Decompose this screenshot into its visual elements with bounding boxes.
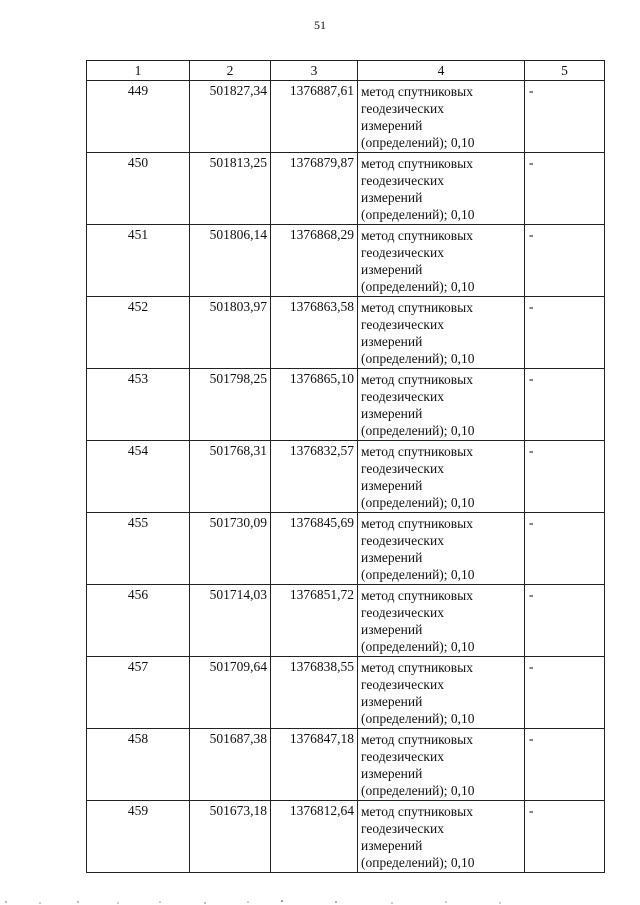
method-cell [358, 225, 525, 297]
point-number-cell: 458 [87, 729, 190, 801]
point-number-cell: 451 [87, 225, 190, 297]
y-coordinate-cell: 1376812,64 [271, 801, 358, 873]
method-line: (определений); 0,10 [361, 495, 475, 510]
method-line: метод спутниковых [361, 804, 473, 819]
page-number: 51 [314, 18, 326, 32]
method-cell [358, 801, 525, 873]
point-number-cell: 449 [87, 81, 190, 153]
method-cell [358, 729, 525, 801]
note-cell: - [525, 81, 605, 153]
note-cell: - [525, 585, 605, 657]
method-line: метод спутниковых [361, 156, 473, 171]
method-line: метод спутниковых [361, 732, 473, 747]
method-cell [358, 81, 525, 153]
method-line: (определений); 0,10 [361, 639, 475, 654]
method-line: геодезических [361, 317, 444, 332]
method-line: (определений); 0,10 [361, 783, 475, 798]
method-cell [358, 153, 525, 225]
method-line: геодезических [361, 677, 444, 692]
x-coordinate-cell: 501827,34 [190, 81, 271, 153]
note-cell: - [525, 297, 605, 369]
table-row [87, 513, 605, 585]
column-header: 5 [525, 61, 605, 81]
y-coordinate-cell: 1376847,18 [271, 729, 358, 801]
note-cell: - [525, 801, 605, 873]
column-header: 3 [271, 61, 358, 81]
scan-artifact-dots [0, 893, 640, 905]
note-cell: - [525, 153, 605, 225]
table-row [87, 657, 605, 729]
method-line: измерений [361, 262, 423, 277]
method-cell [358, 585, 525, 657]
method-line: (определений); 0,10 [361, 135, 475, 150]
note-cell: - [525, 369, 605, 441]
point-number-cell: 454 [87, 441, 190, 513]
method-line: метод спутниковых [361, 444, 473, 459]
point-number-cell: 450 [87, 153, 190, 225]
point-number-cell: 452 [87, 297, 190, 369]
x-coordinate-cell: 501768,31 [190, 441, 271, 513]
method-line: измерений [361, 190, 423, 205]
point-number-cell: 457 [87, 657, 190, 729]
method-cell [358, 369, 525, 441]
table-row [87, 585, 605, 657]
method-line: измерений [361, 334, 423, 349]
method-cell [358, 513, 525, 585]
table-row [87, 369, 605, 441]
point-number-cell: 453 [87, 369, 190, 441]
method-line: измерений [361, 478, 423, 493]
y-coordinate-cell: 1376887,61 [271, 81, 358, 153]
point-number-cell: 455 [87, 513, 190, 585]
method-line: геодезических [361, 173, 444, 188]
method-line: (определений); 0,10 [361, 855, 475, 870]
x-coordinate-cell: 501730,09 [190, 513, 271, 585]
method-cell [358, 441, 525, 513]
method-line: (определений); 0,10 [361, 351, 475, 366]
table-header-row [87, 61, 605, 81]
table-row [87, 225, 605, 297]
method-line: (определений); 0,10 [361, 567, 475, 582]
table-row [87, 729, 605, 801]
table-row [87, 81, 605, 153]
table-row [87, 441, 605, 513]
coordinates-table [86, 60, 605, 873]
point-number-cell: 456 [87, 585, 190, 657]
method-line: (определений); 0,10 [361, 279, 475, 294]
point-number-cell: 459 [87, 801, 190, 873]
method-line: метод спутниковых [361, 300, 473, 315]
method-line: геодезических [361, 389, 444, 404]
y-coordinate-cell: 1376863,58 [271, 297, 358, 369]
method-line: метод спутниковых [361, 372, 473, 387]
method-line: геодезических [361, 101, 444, 116]
table-body [87, 81, 605, 873]
y-coordinate-cell: 1376832,57 [271, 441, 358, 513]
column-header: 1 [87, 61, 190, 81]
y-coordinate-cell: 1376845,69 [271, 513, 358, 585]
method-line: измерений [361, 622, 423, 637]
method-line: метод спутниковых [361, 588, 473, 603]
y-coordinate-cell: 1376865,10 [271, 369, 358, 441]
method-line: метод спутниковых [361, 228, 473, 243]
y-coordinate-cell: 1376868,29 [271, 225, 358, 297]
method-line: измерений [361, 766, 423, 781]
y-coordinate-cell: 1376851,72 [271, 585, 358, 657]
column-header: 2 [190, 61, 271, 81]
x-coordinate-cell: 501806,14 [190, 225, 271, 297]
y-coordinate-cell: 1376879,87 [271, 153, 358, 225]
method-line: геодезических [361, 749, 444, 764]
x-coordinate-cell: 501813,25 [190, 153, 271, 225]
method-line: геодезических [361, 533, 444, 548]
method-line: измерений [361, 838, 423, 853]
x-coordinate-cell: 501803,97 [190, 297, 271, 369]
note-cell: - [525, 441, 605, 513]
column-header: 4 [358, 61, 525, 81]
method-line: метод спутниковых [361, 516, 473, 531]
method-line: (определений); 0,10 [361, 207, 475, 222]
table-row [87, 153, 605, 225]
method-line: (определений); 0,10 [361, 423, 475, 438]
x-coordinate-cell: 501709,64 [190, 657, 271, 729]
y-coordinate-cell: 1376838,55 [271, 657, 358, 729]
method-cell [358, 297, 525, 369]
method-line: геодезических [361, 821, 444, 836]
method-line: геодезических [361, 461, 444, 476]
method-line: геодезических [361, 245, 444, 260]
method-line: метод спутниковых [361, 84, 473, 99]
method-line: измерений [361, 550, 423, 565]
method-cell [358, 657, 525, 729]
note-cell: - [525, 513, 605, 585]
method-line: измерений [361, 694, 423, 709]
method-line: измерений [361, 118, 423, 133]
method-line: метод спутниковых [361, 660, 473, 675]
x-coordinate-cell: 501687,38 [190, 729, 271, 801]
x-coordinate-cell: 501798,25 [190, 369, 271, 441]
method-line: измерений [361, 406, 423, 421]
table-row [87, 297, 605, 369]
note-cell: - [525, 729, 605, 801]
table-row [87, 801, 605, 873]
method-line: геодезических [361, 605, 444, 620]
note-cell: - [525, 225, 605, 297]
x-coordinate-cell: 501673,18 [190, 801, 271, 873]
note-cell: - [525, 657, 605, 729]
method-line: (определений); 0,10 [361, 711, 475, 726]
x-coordinate-cell: 501714,03 [190, 585, 271, 657]
